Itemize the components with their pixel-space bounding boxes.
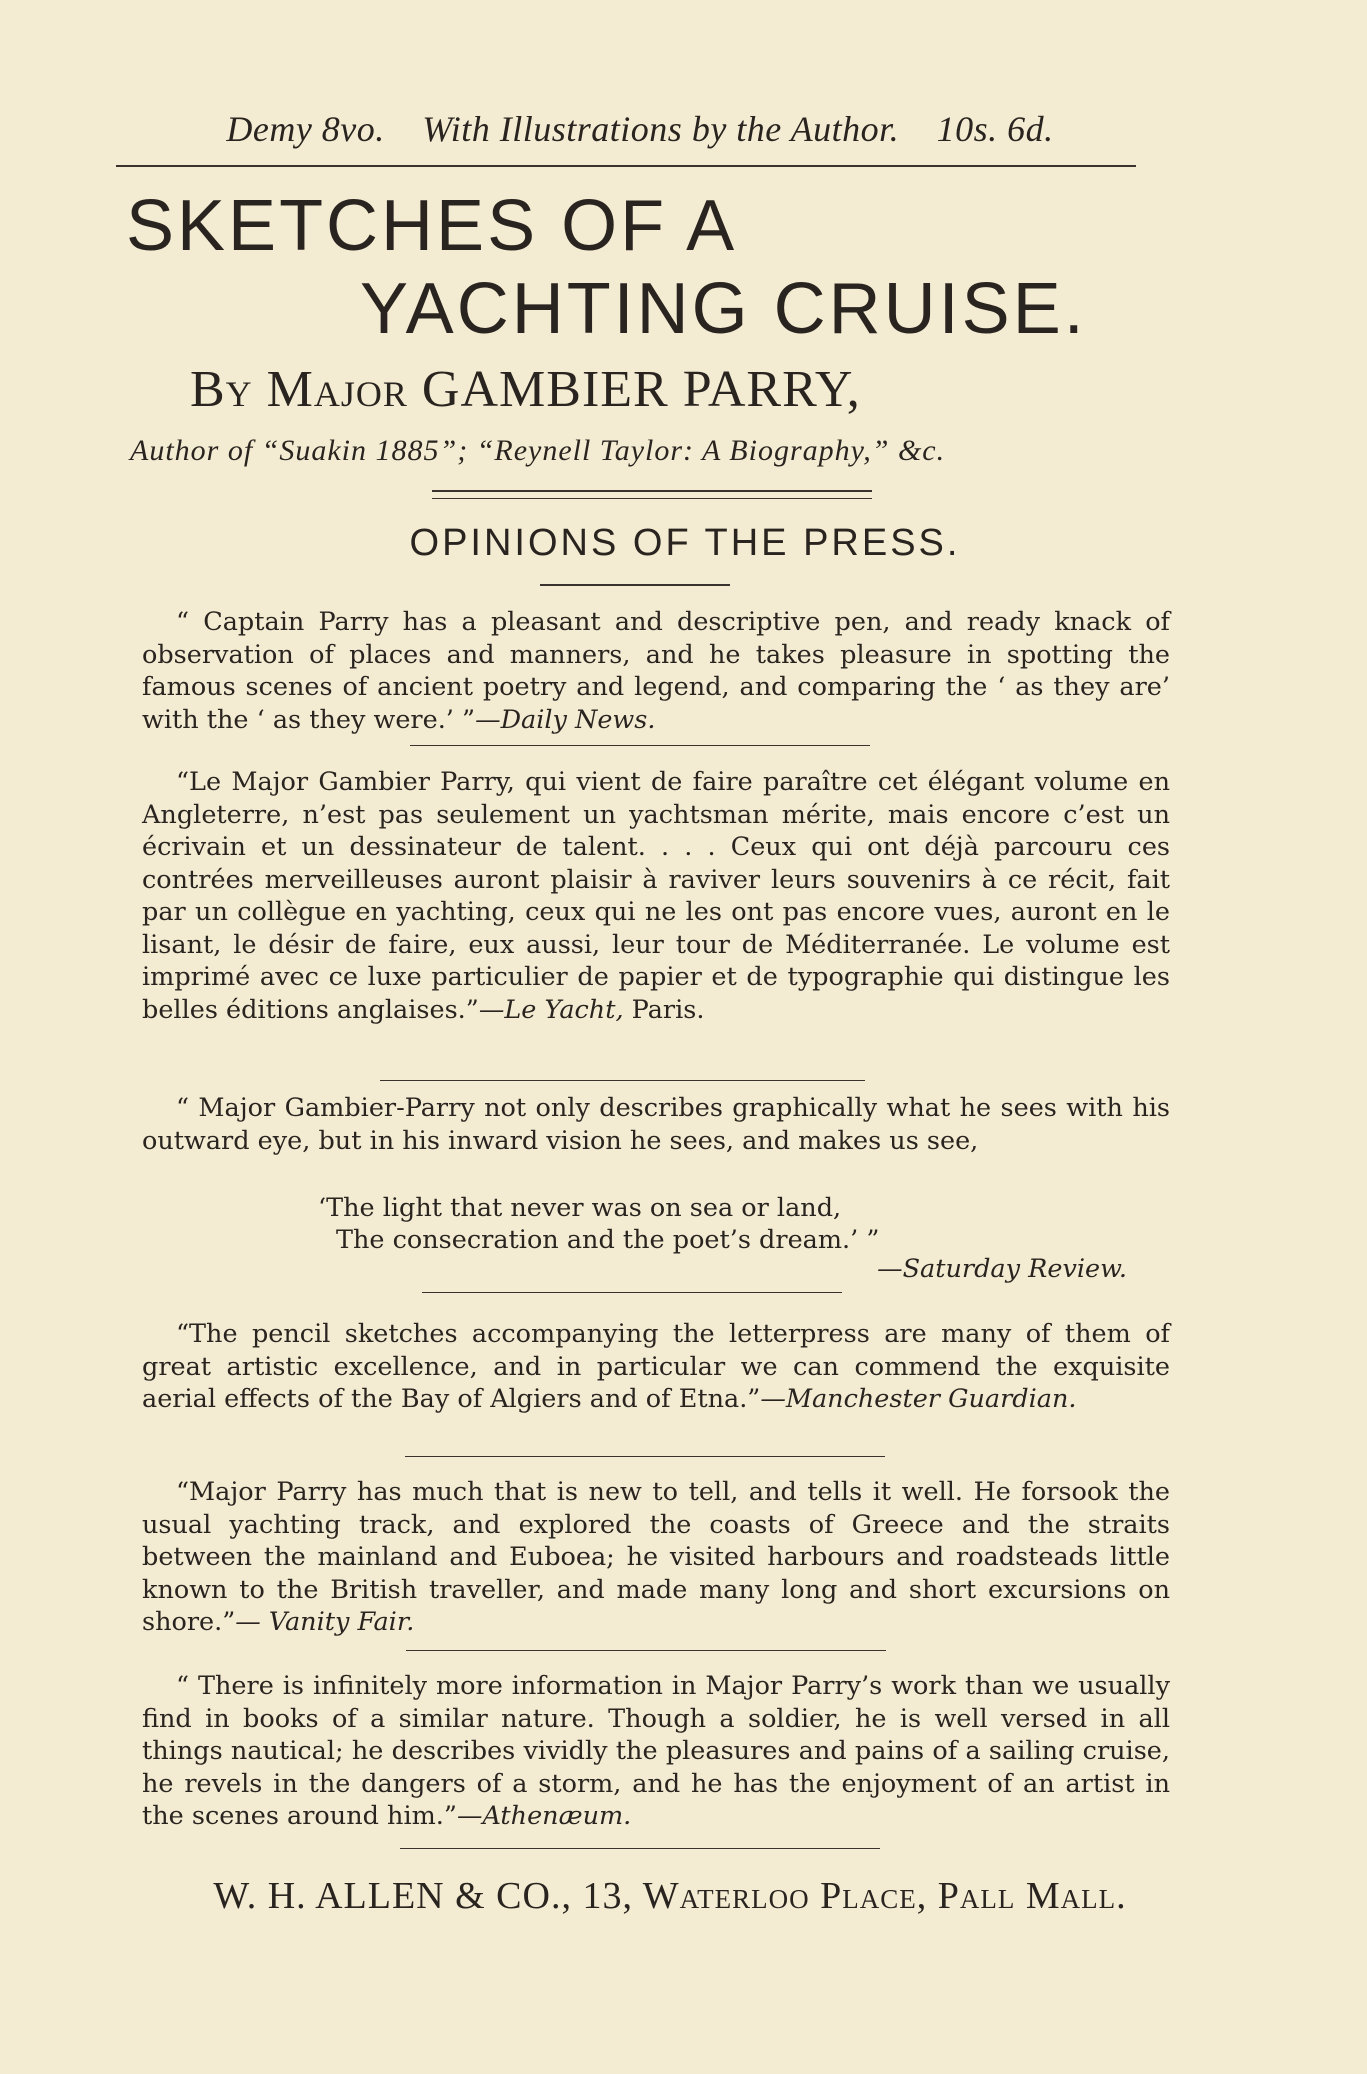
quote-source: — Vanity Fair.: [235, 1607, 415, 1637]
divider: [405, 1456, 885, 1457]
divider: [400, 1848, 880, 1849]
press-quote-daily-news: [142, 606, 1170, 736]
verse-line-2: The consecration and the poet’s dream.’ ”: [336, 1225, 880, 1255]
publisher-imprint: W. H. ALLEN & CO., 13, Waterloo Place, Pall Mall.: [213, 1875, 1127, 1917]
quote-source: —Saturday Review.: [877, 1254, 1127, 1284]
press-quote-le-yacht: [142, 766, 1170, 1026]
quote-source: —Le Yacht,: [478, 994, 624, 1025]
title-line-1: SKETCHES OF A: [126, 186, 738, 266]
quote-source-place: Paris.: [623, 994, 705, 1025]
illustrations-label: With Illustrations by the Author.: [422, 109, 900, 149]
author-credits: Author of “Suakin 1885”; “Reynell Taylor: A Biography,” &c.: [130, 434, 946, 467]
press-quote-vanity-fair: [142, 1476, 1170, 1639]
double-rule-top: [432, 490, 872, 492]
quote-text: “ Captain Parry has a pleasant and descriptive pen, and ready knack of observation of places and manners, and he takes pleasure in spotting the famous scenes of ancient poetry and legend, and comparing the ‘ as they are’ with the ‘ as they were.’ ”: [142, 607, 1170, 735]
divider: [422, 1292, 842, 1293]
quote-source: —Daily News.: [475, 704, 656, 735]
verse-line-1: ‘The light that never was on sea or land,: [318, 1193, 842, 1223]
divider: [406, 1650, 886, 1651]
quote-text: “The pencil sketches accompanying the letterpress are many of them of great artistic excellence, and in particular we can commend the exquisite aerial effects of the Bay of Algiers and of Etna.”: [142, 1319, 1170, 1414]
header-rule: [116, 165, 1136, 167]
section-heading: OPINIONS OF THE PRESS.: [409, 522, 961, 564]
byline: By Major GAMBIER PARRY,: [190, 361, 861, 418]
quote-source: —Manchester Guardian.: [760, 1384, 1077, 1414]
heading-underline: [540, 584, 730, 586]
edition-line: [140, 108, 1140, 150]
double-rule-bottom: [432, 498, 872, 499]
title-line-2: YACHTING CRUISE.: [360, 269, 1087, 349]
divider: [410, 745, 870, 746]
press-quote-manchester-guardian: [142, 1318, 1170, 1416]
press-quote-athenaeum: [142, 1670, 1170, 1833]
divider: [380, 1080, 865, 1081]
format-label: Demy 8vo.: [226, 109, 385, 149]
quote-text: “ Major Gambier-Parry not only describes graphically what he sees with his outward eye, but in his inward vision he sees, and makes us see,: [142, 1093, 1170, 1156]
quote-source: —Athenæum.: [456, 1801, 632, 1831]
quote-text: “ There is infinitely more information in Major Parry’s work than we usually find in books of a similar nature. Though a soldier, he is well versed in all things nautical; he describes vividly the pleasures and pains of a sailing cruise, he revels in the dangers of a storm, and he has the enjoyment of an artist in the scenes around him.”: [142, 1671, 1170, 1831]
press-quote-saturday-review: [142, 1092, 1170, 1157]
quote-text: “Major Parry has much that is new to tell, and tells it well. He forsook the usual yachting track, and explored the coasts of Greece and the straits between the mainland and Euboea; he visited harbours and roadsteads little known to the British traveller, and made many long and short excursions on shore.”: [142, 1477, 1170, 1637]
quote-text: “Le Major Gambier Parry, qui vient de faire paraître cet élégant volume en Angleterre, n’est pas seulement un yachtsman mérite, mais encore c’est un écrivain et un dessinateur de talent. . . . Ceux qui ont déjà parcouru ces contrées merveilleuses auront plaisir à raviver leurs souvenirs à ce récit, fait par un collègue en yachting, ceux qui ne les ont pas encore vues, auront en le lisant, le désir de faire, eux aussi, leur tour de Méditerranée. Le volume est imprimé avec ce luxe particulier de papier et de typographie qui distingue les belles éditions anglaises.”: [142, 767, 1170, 1025]
price-label: 10s. 6d.: [936, 109, 1054, 149]
